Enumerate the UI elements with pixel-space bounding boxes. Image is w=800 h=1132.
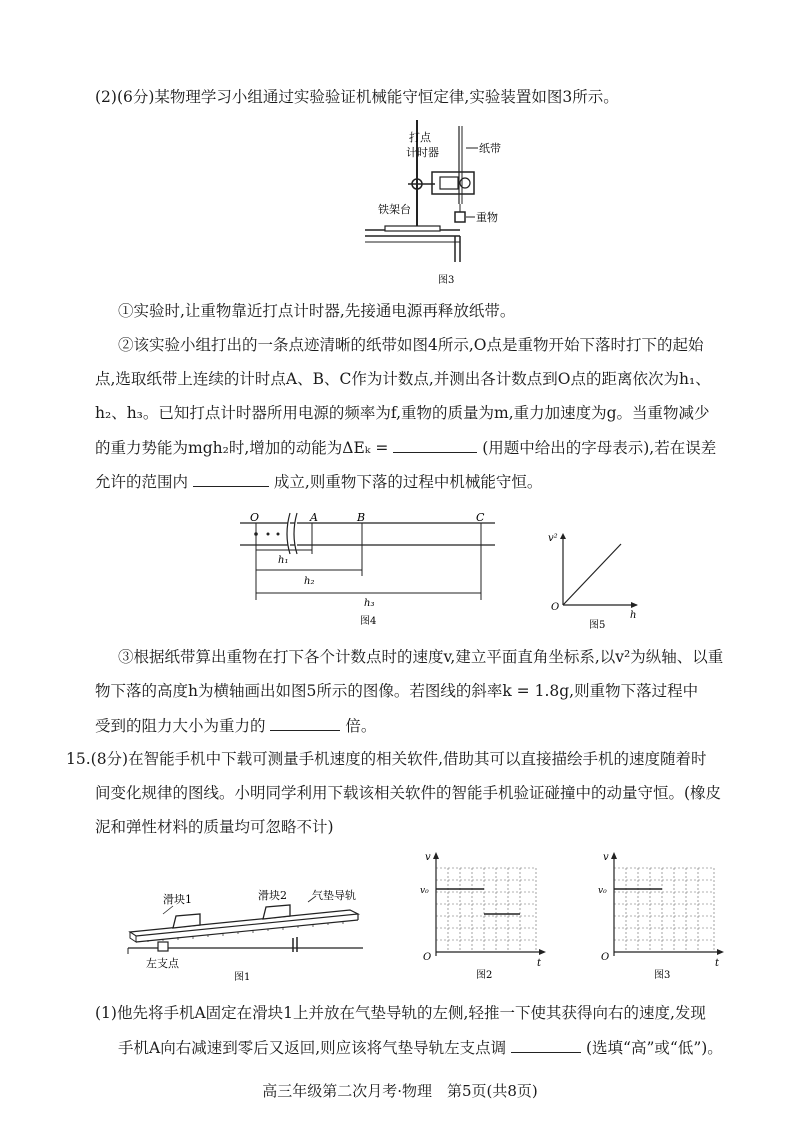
- q2-step2-line5: [95, 470, 542, 493]
- q2-step2-line4-part2: (用题中给出的字母表示),若在误差: [482, 439, 717, 457]
- q15-line3: 泥和弹性材料的质量均可忽略不计): [95, 818, 334, 836]
- label-c: C: [476, 511, 485, 524]
- figure-4-caption: 图4: [360, 616, 377, 627]
- q15-figure-3-caption: 图3: [654, 970, 671, 980]
- label-origin: O: [551, 602, 560, 613]
- q15-line2: 间变化规律的图线。小明同学利用下载该相关软件的智能手机验证碰撞中的动量守恒。(橡皮: [95, 784, 722, 802]
- label-left-support: 左支点: [146, 957, 179, 970]
- q2-intro: (2)(6分)某物理学习小组通过实验验证机械能守恒定律,实验装置如图3所示。: [95, 88, 619, 106]
- answer-blank-support-adjust[interactable]: [511, 1036, 581, 1053]
- label-a: A: [310, 511, 318, 524]
- grid-lines: [614, 868, 714, 952]
- label-h3: h₃: [364, 598, 375, 609]
- label-v: v: [603, 852, 609, 863]
- q2-step2-line5-part1: 允许的范围内: [95, 473, 189, 491]
- page-footer: 高三年级第二次月考·物理 第5页(共8页): [262, 1082, 538, 1100]
- label-h: h: [630, 610, 637, 621]
- dot-1: [267, 533, 270, 536]
- weight-block: [455, 212, 465, 222]
- q15-sub1-line2-part1: 手机A向右减速到零后又返回,则应该将气垫导轨左支点调: [118, 1039, 507, 1057]
- label-b: B: [357, 511, 366, 524]
- figure-5-graph: [545, 530, 645, 630]
- left-support: [158, 942, 168, 951]
- q2-step3-line3-part1: 受到的阻力大小为重力的: [95, 717, 266, 735]
- figure-5-caption: 图5: [589, 620, 606, 630]
- label-t: t: [537, 958, 542, 969]
- label-stand: 铁架台: [378, 203, 411, 216]
- q2-step2-line2: 点,选取纸带上连续的计时点A、B、C作为计数点,并测出各计数点到O点的距离依次为h₁、: [95, 370, 711, 388]
- label-t: t: [715, 958, 720, 969]
- q15-sub1-line2: [118, 1036, 723, 1059]
- figure-4-tape: [240, 508, 500, 628]
- q15-figure-2-caption: 图2: [476, 970, 493, 980]
- timer-box: [432, 172, 474, 194]
- label-timer-1: 打点: [409, 131, 431, 144]
- grid-lines: [436, 868, 536, 952]
- label-origin: O: [601, 952, 610, 963]
- q2-step3-line2: 物下落的高度h为横轴画出如图5所示的图像。若图线的斜率k = 1.8g,则重物下落过程中: [95, 682, 699, 700]
- graph-line: [563, 544, 621, 605]
- q2-step2-line4-part1: 的重力势能为mgh₂时,增加的动能为ΔEₖ =: [95, 439, 389, 457]
- label-v-squared: v²: [548, 533, 558, 544]
- q2-step3-line1: ③根据纸带算出重物在打下各个计数点时的速度v,建立平面直角坐标系,以v²为纵轴、以重: [118, 648, 724, 666]
- slider-2: [263, 905, 290, 919]
- q15-sub1-line1: (1)他先将手机A固定在滑块1上并放在气垫导轨的左侧,轻推一下使其获得向右的速度,发现: [95, 1004, 706, 1022]
- q15-figure-2-vt-graph: [420, 848, 552, 980]
- tape-break-mark: [287, 513, 297, 554]
- answer-blank-resistance-ratio[interactable]: [270, 714, 340, 731]
- q15-figure-1-caption: 图1: [234, 972, 251, 983]
- figure-3-apparatus: [360, 112, 540, 292]
- q2-step3-line3: [95, 714, 376, 737]
- q15-figure-3-vt-graph: [598, 848, 730, 980]
- q2-step2-line4: [95, 436, 716, 459]
- label-origin: O: [423, 952, 432, 963]
- figure-3-caption: 图3: [438, 275, 455, 286]
- q15-sub1-line2-part2: (选填“高”或“低”)。: [586, 1039, 723, 1057]
- q2-step2-line3: h₂、h₃。已知打点计时器所用电源的频率为f,重物的质量为m,重力加速度为g。当重物减少: [95, 404, 710, 422]
- label-v: v: [425, 852, 431, 863]
- label-v0: v₀: [420, 886, 429, 896]
- label-air-track: 气垫导轨: [312, 889, 356, 902]
- slider-1: [173, 914, 200, 928]
- label-weight: 重物: [476, 211, 498, 224]
- q2-step3-line3-part2: 倍。: [345, 717, 377, 735]
- label-o: O: [250, 511, 260, 524]
- answer-blank-condition[interactable]: [193, 470, 269, 487]
- dot-2: [277, 533, 280, 536]
- answer-blank-kinetic-energy[interactable]: [393, 436, 477, 453]
- label-v0: v₀: [598, 886, 607, 896]
- q2-step2-line5-part2: 成立,则重物下落的过程中机械能守恒。: [273, 473, 543, 491]
- label-slider-2: 滑块2: [258, 889, 287, 902]
- label-timer-2: 计时器: [406, 146, 439, 159]
- label-slider-1: 滑块1: [163, 893, 192, 906]
- label-tape: 纸带: [479, 142, 501, 155]
- stand-base: [385, 226, 440, 231]
- q15-line1: 15.(8分)在智能手机中下载可测量手机速度的相关软件,借助其可以直接描绘手机的速度随着时: [66, 750, 707, 768]
- q2-step1: ①实验时,让重物靠近打点计时器,先接通电源再释放纸带。: [118, 302, 516, 320]
- label-h2: h₂: [304, 576, 315, 587]
- label-h1: h₁: [278, 555, 289, 566]
- q2-step2-line1: ②该实验小组打出的一条点迹清晰的纸带如图4所示,O点是重物开始下落时打下的起始: [118, 336, 704, 354]
- q15-figure-1-air-track: [118, 880, 368, 990]
